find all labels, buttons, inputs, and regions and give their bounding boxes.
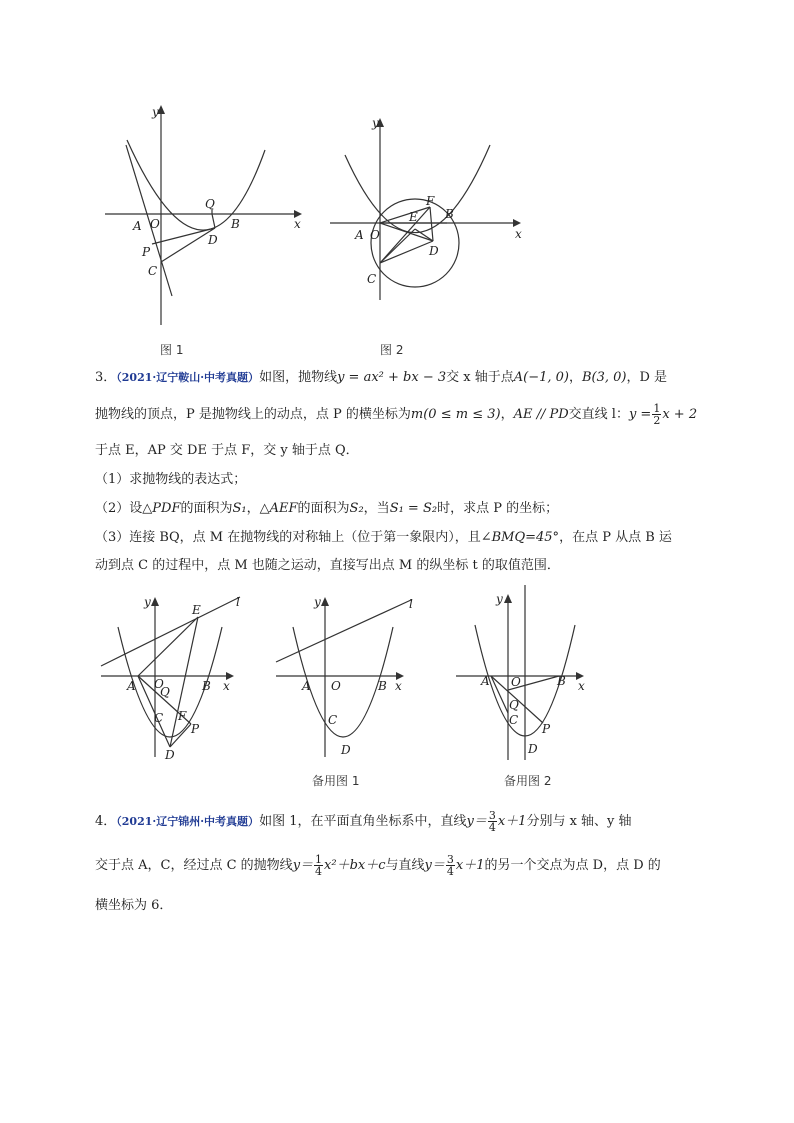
fig1-label-o: O xyxy=(150,217,160,231)
p3-s1: S₁ xyxy=(232,501,247,516)
fig2-label-f: F xyxy=(426,194,435,208)
p3-angle: ∠BMQ=45° xyxy=(480,530,560,545)
p3-text: （2）设 xyxy=(95,501,143,516)
fig1-label-a: A xyxy=(133,219,142,233)
fig1-label-c: C xyxy=(148,264,158,278)
p4-fraction xyxy=(446,854,455,877)
fig5-label-o: O xyxy=(511,675,521,689)
p3-parallel: AE // PD xyxy=(513,407,569,422)
figure-1 xyxy=(100,100,310,330)
fig2-line-cd xyxy=(380,241,433,263)
fig3-label-a: A xyxy=(127,679,136,693)
fig2-label-e: E xyxy=(409,210,418,224)
problem-4-line-1 xyxy=(95,810,705,833)
fig3-label-b: B xyxy=(202,679,211,693)
caption-fig1: 图 1 xyxy=(160,343,184,357)
fig2-label-b: B xyxy=(445,207,454,221)
p3-text: ， xyxy=(246,501,260,516)
fig4-label-b: B xyxy=(378,679,387,693)
fig2-line-ce xyxy=(380,229,415,263)
fig3-label-q: Q xyxy=(160,685,170,699)
p3-cond: S₁ = S₂ xyxy=(389,501,438,516)
fig3-label-o: O xyxy=(154,677,164,691)
caption-spare-1: 备用图 1 xyxy=(312,774,360,788)
p4-frac-num: 3 xyxy=(488,809,496,822)
fig1-line-qd xyxy=(212,214,215,228)
fig2-label-o: O xyxy=(370,228,380,242)
p4-text: 与直线 xyxy=(385,858,425,873)
fig3-label-d: D xyxy=(165,748,175,762)
p4-text: 如图 1，在平面直角坐标系中，直线 xyxy=(259,814,467,829)
fig4-label-x: x xyxy=(395,679,402,693)
fig5-label-a: A xyxy=(481,674,490,688)
p3-text: 的面积为 xyxy=(297,501,350,516)
p4-text: 的另一个交点为点 D，点 D 的 xyxy=(484,858,661,873)
fig5-label-d: D xyxy=(528,742,538,756)
p4-frac-den: 4 xyxy=(488,821,496,834)
problem-4-line-3: 横坐标为 6． xyxy=(95,898,173,913)
p3-eq-parabola: y = ax² + bx − 3 xyxy=(337,370,447,385)
p3-m-range: m(0 ≤ m ≤ 3) xyxy=(410,407,501,422)
fig2-label-a: A xyxy=(355,228,364,242)
problem-3-q1: （1）求抛物线的表达式； xyxy=(95,472,247,487)
fig5-label-p: P xyxy=(542,722,551,736)
fig3-label-y: y xyxy=(144,595,151,609)
fig2-label-d: D xyxy=(429,244,439,258)
fig1-label-p: P xyxy=(142,245,151,259)
fig3-label-x: x xyxy=(223,679,230,693)
p3-tri-pdf: △PDF xyxy=(142,501,181,516)
p4-text: 交于点 A，C，经过点 C 的抛物线 xyxy=(95,858,293,873)
caption-fig2: 图 2 xyxy=(380,343,404,357)
fig1-label-d: D xyxy=(208,233,218,247)
p4-eq3-rest: x＋1 xyxy=(455,858,485,873)
fig1-line-cd xyxy=(161,228,215,262)
problem-4-line-2 xyxy=(95,854,705,877)
fig4-label-l: l xyxy=(409,597,413,611)
caption-spare-2: 备用图 2 xyxy=(504,774,552,788)
fig5-label-x: x xyxy=(578,679,585,693)
fig3-y-arrow xyxy=(151,597,159,606)
fig1-label-q: Q xyxy=(205,197,215,211)
fig2-line-fd xyxy=(430,207,433,241)
p3-text: ， xyxy=(568,370,582,385)
p3-fraction xyxy=(652,403,661,426)
fig3-line-ae xyxy=(138,617,198,676)
problem-3-q3-line-1 xyxy=(95,528,705,548)
fig2-line-od xyxy=(380,223,433,241)
problem-4-number: 4． xyxy=(95,814,117,829)
p3-tri-aef: △AEF xyxy=(259,501,298,516)
fig4-label-d: D xyxy=(341,743,351,757)
p4-fraction xyxy=(314,854,323,877)
p3-point-a: A(−1, 0) xyxy=(513,370,569,385)
p4-eq3-y: y＝ xyxy=(424,858,445,873)
p4-eq2-rest: x²＋bx＋c xyxy=(324,858,386,873)
figure-spare-2 xyxy=(453,585,598,765)
p4-fraction xyxy=(488,810,497,833)
p3-text: ，D 是 xyxy=(626,370,668,385)
fig4-label-a: A xyxy=(302,679,311,693)
fig5-label-c: C xyxy=(509,713,519,727)
figure-3 xyxy=(98,592,248,762)
p3-text: ，当 xyxy=(363,501,390,516)
p3-text: ， xyxy=(500,407,514,422)
problem-3-number: 3． xyxy=(95,370,117,385)
fig3-label-e: E xyxy=(192,603,201,617)
fig5-label-y: y xyxy=(496,592,503,606)
p4-frac-den: 4 xyxy=(446,865,454,878)
fig3-label-l: l xyxy=(236,595,240,609)
p3-line-eq-rest: x + 2 xyxy=(662,407,698,422)
fig4-label-c: C xyxy=(328,713,338,727)
fig1-label-x: x xyxy=(294,217,301,231)
p3-text: 交直线 l： xyxy=(568,407,629,422)
fig2-x-arrow xyxy=(513,219,521,227)
fig2-label-y: y xyxy=(372,116,379,130)
fig3-label-p: P xyxy=(191,722,200,736)
fig5-y-arrow xyxy=(504,594,512,603)
p3-text: 抛物线的顶点，P 是抛物线上的动点，点 P 的横坐标为 xyxy=(95,407,411,422)
fig4-line-l xyxy=(276,600,411,662)
fig2-label-x: x xyxy=(515,227,522,241)
fig1-label-y: y xyxy=(152,105,159,119)
fig3-line-l xyxy=(101,597,240,666)
fig4-label-y: y xyxy=(314,595,321,609)
fig3-line-pd xyxy=(170,724,191,747)
p4-eq2-y: y＝ xyxy=(292,858,314,873)
p3-text: 如图，抛物线 xyxy=(259,370,338,385)
problem-3-line-2 xyxy=(95,403,705,426)
p4-eq-rest: x＋1 xyxy=(497,814,527,829)
p3-s2: S₂ xyxy=(349,501,364,516)
fig2-label-c: C xyxy=(367,272,377,286)
problem-3-q2 xyxy=(95,499,705,519)
p3-line-eq-y: y = xyxy=(628,407,652,422)
p3-text: ，在点 P 从点 B 运 xyxy=(559,530,672,545)
problem-4-source: （2021·辽宁锦州·中考真题） xyxy=(116,815,260,828)
p4-frac-num: 3 xyxy=(446,853,454,866)
p3-text: 时，求点 P 的坐标； xyxy=(437,501,559,516)
problem-3-q3-line-2: 动到点 C 的过程中，点 M 也随之运动，直接写出点 M 的纵坐标 t 的取值范围． xyxy=(95,558,560,573)
p3-point-b: B(3, 0) xyxy=(581,370,627,385)
fig4-y-arrow xyxy=(321,597,329,606)
problem-3-line-1 xyxy=(95,368,705,388)
problem-3-source: （2021·辽宁鞍山·中考真题） xyxy=(116,371,260,384)
figure-spare-1 xyxy=(273,592,423,762)
fig5-label-b: B xyxy=(557,674,566,688)
p3-text: 的面积为 xyxy=(180,501,233,516)
problem-3-line-3: 于点 E，AP 交 DE 于点 F，交 y 轴于点 Q． xyxy=(95,443,359,458)
p3-frac-num: 1 xyxy=(653,402,661,415)
figure-2 xyxy=(325,115,530,305)
fig1-label-b: B xyxy=(231,217,240,231)
p4-eq-y: y＝ xyxy=(466,814,487,829)
fig3-label-c: C xyxy=(154,711,164,725)
fig3-label-f: F xyxy=(178,709,187,723)
p4-frac-den: 4 xyxy=(315,865,323,878)
p3-text: （3）连接 BQ，点 M 在抛物线的对称轴上（位于第一象限内），且 xyxy=(95,530,481,545)
p3-frac-den: 2 xyxy=(653,414,661,427)
p4-text: 分别与 x 轴、y 轴 xyxy=(526,814,632,829)
fig4-label-o: O xyxy=(331,679,341,693)
p4-frac-num: 1 xyxy=(315,853,323,866)
p3-text: 交 x 轴于点 xyxy=(446,370,514,385)
fig5-label-q: Q xyxy=(509,698,519,712)
